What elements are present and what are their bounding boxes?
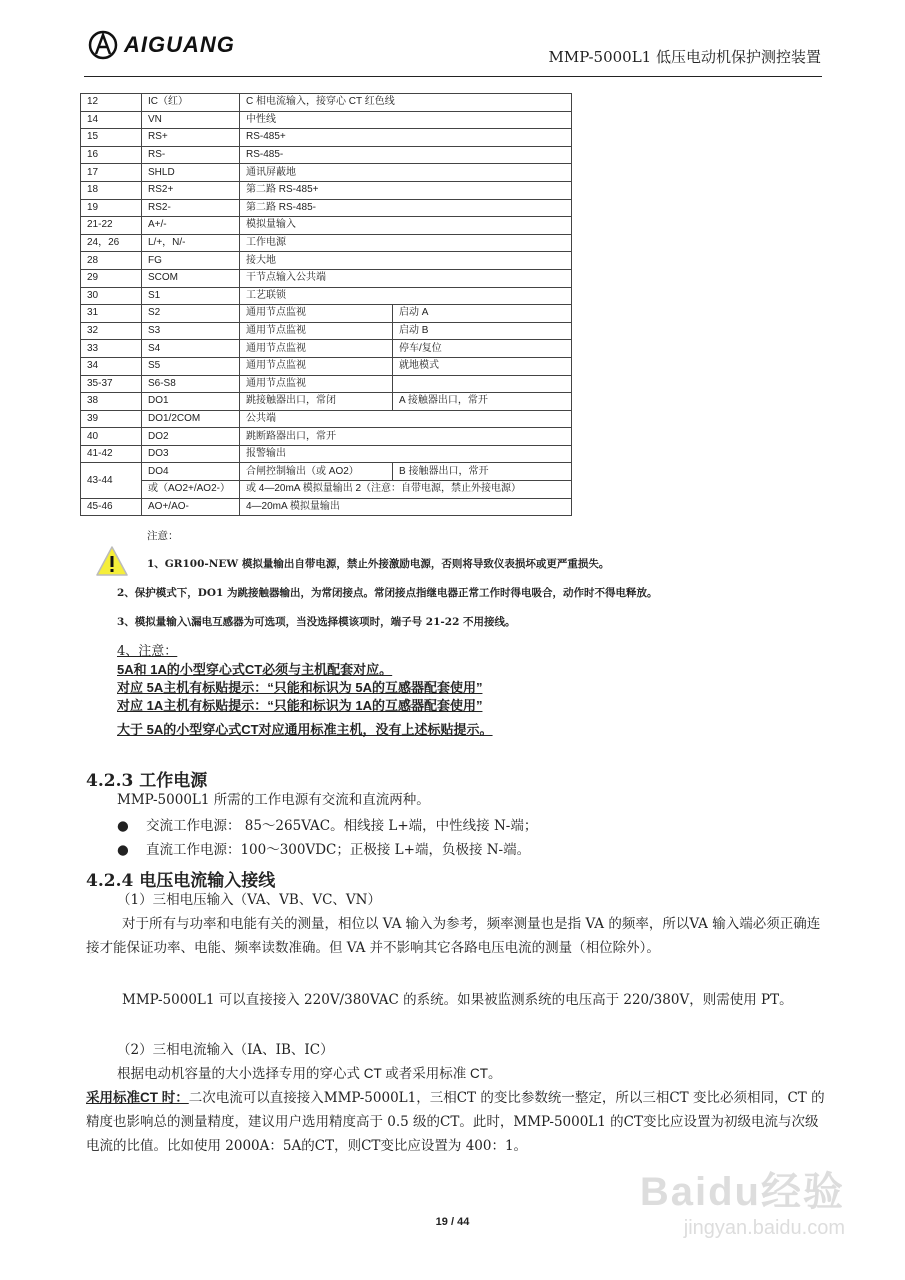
bullet-ac-text: 交流工作电源： 85～265VAC。相线接 L+端，中性线接 N-端； xyxy=(145,818,538,834)
terminal-note: 启动 B xyxy=(393,322,572,340)
terminal-note: A 接触器出口，常开 xyxy=(393,393,572,411)
terminal-function: 或 4—20mA 模拟量输出 2（注意：自带电源，禁止外接电源） xyxy=(240,481,572,499)
table-row xyxy=(81,234,572,252)
bullet-icon: ● xyxy=(117,842,129,858)
terminal-label: DO1/2COM xyxy=(142,410,240,428)
table-row xyxy=(81,357,572,375)
watermark-url: jingyan.baidu.com xyxy=(683,1217,845,1239)
table-row xyxy=(81,94,572,112)
terminal-function: 通用节点监视 xyxy=(240,340,393,358)
terminal-note xyxy=(393,375,572,393)
section-heading-4-2-4: 4.2.4 电压电流输入接线 xyxy=(86,871,276,891)
terminal-number: 17 xyxy=(81,164,142,182)
bullet-icon: ● xyxy=(117,818,129,834)
table-row xyxy=(81,181,572,199)
terminal-function: 跳断路器出口，常开 xyxy=(240,428,572,446)
page-number: 19 / 44 xyxy=(435,1216,470,1228)
voltage-subheading: （1）三相电压输入（VA、VB、VC、VN） xyxy=(117,892,381,908)
terminal-number: 19 xyxy=(81,199,142,217)
terminal-label: DO3 xyxy=(142,445,240,463)
terminal-number: 38 xyxy=(81,393,142,411)
terminal-number: 29 xyxy=(81,269,142,287)
terminal-label: A+/- xyxy=(142,217,240,235)
terminal-note: 停车/复位 xyxy=(393,340,572,358)
terminal-function: 报警输出 xyxy=(240,445,572,463)
terminal-function: 工作电源 xyxy=(240,234,572,252)
terminal-table xyxy=(80,93,572,516)
document-title: MMP-5000L1 低压电动机保护测控装置 xyxy=(548,48,821,66)
terminal-function: RS-485- xyxy=(240,146,572,164)
terminal-number: 32 xyxy=(81,322,142,340)
terminal-function: 模拟量输入 xyxy=(240,217,572,235)
terminal-number: 45-46 xyxy=(81,498,142,516)
table-row xyxy=(81,305,572,323)
terminal-function: RS-485+ xyxy=(240,129,572,147)
terminal-number: 31 xyxy=(81,305,142,323)
standard-ct-paragraph xyxy=(86,1086,826,1158)
logo-emblem-icon xyxy=(88,30,118,60)
terminal-label: S1 xyxy=(142,287,240,305)
header-divider xyxy=(84,76,822,77)
terminal-label: IC（红） xyxy=(142,94,240,112)
terminal-function: 通用节点监视 xyxy=(240,322,393,340)
terminal-label: DO4 xyxy=(142,463,240,481)
terminal-label: SHLD xyxy=(142,164,240,182)
current-subheading: （2）三相电流输入（IA、IB、IC） xyxy=(117,1042,334,1058)
terminal-number: 14 xyxy=(81,111,142,129)
terminal-function: 通讯屏蔽地 xyxy=(240,164,572,182)
terminal-function: 通用节点监视 xyxy=(240,375,393,393)
terminal-note: 就地模式 xyxy=(393,357,572,375)
terminal-label: L/+，N/- xyxy=(142,234,240,252)
terminal-number: 43-44 xyxy=(81,463,142,498)
terminal-function: 中性线 xyxy=(240,111,572,129)
terminal-number: 28 xyxy=(81,252,142,270)
table-row xyxy=(81,393,572,411)
terminal-label: S3 xyxy=(142,322,240,340)
table-row xyxy=(81,375,572,393)
note-4 xyxy=(117,643,493,739)
terminal-number: 18 xyxy=(81,181,142,199)
watermark-brand: Baidu经验 xyxy=(639,1170,845,1214)
terminal-number: 34 xyxy=(81,357,142,375)
terminal-number: 35-37 xyxy=(81,375,142,393)
section-heading-4-2-3: 4.2.3 工作电源 xyxy=(86,771,208,791)
table-row xyxy=(81,269,572,287)
terminal-function: 接大地 xyxy=(240,252,572,270)
terminal-number: 16 xyxy=(81,146,142,164)
note-4-line: 大于 5A的小型穿心式CT对应通用标准主机，没有上述标贴提示。 xyxy=(117,722,493,737)
bullet-ac xyxy=(117,814,537,838)
bullet-dc-text: 直流工作电源：100～300VDC；正极接 L+端，负极接 N-端。 xyxy=(145,842,531,858)
table-row xyxy=(81,463,572,481)
terminal-number: 33 xyxy=(81,340,142,358)
terminal-label: S4 xyxy=(142,340,240,358)
terminal-number: 30 xyxy=(81,287,142,305)
table-row xyxy=(81,322,572,340)
terminal-function: 干节点输入公共端 xyxy=(240,269,572,287)
terminal-number: 41-42 xyxy=(81,445,142,463)
note-1: 1、GR100-NEW 模拟量输出自带电源，禁止外接激励电源，否则将导致仪表损坏或更严重损失。 xyxy=(147,558,610,570)
terminal-number: 21-22 xyxy=(81,217,142,235)
terminal-label: RS2+ xyxy=(142,181,240,199)
terminal-label: DO2 xyxy=(142,428,240,446)
terminal-function: 第二路 RS-485- xyxy=(240,199,572,217)
terminal-number: 12 xyxy=(81,94,142,112)
table-row xyxy=(81,129,572,147)
terminal-function: 工艺联锁 xyxy=(240,287,572,305)
terminal-note: 启动 A xyxy=(393,305,572,323)
note-2: 2、保护模式下，DO1 为跳接触器输出，为常闭接点。常闭接点指继电器正常工作时得电吸合，动作时不得电释放。 xyxy=(117,587,658,599)
note-4-heading: 4、注意： xyxy=(117,644,178,659)
terminal-label: RS- xyxy=(142,146,240,164)
terminal-label: DO1 xyxy=(142,393,240,411)
warning-icon xyxy=(95,545,129,577)
terminal-function: C 相电流输入，接穿心 CT 红色线 xyxy=(240,94,572,112)
terminal-function: 4—20mA 模拟量输出 xyxy=(240,498,572,516)
table-row xyxy=(81,445,572,463)
terminal-label: S5 xyxy=(142,357,240,375)
power-intro: MMP-5000L1 所需的工作电源有交流和直流两种。 xyxy=(117,792,430,808)
company-logo xyxy=(88,30,235,60)
table-row xyxy=(81,146,572,164)
terminal-function: 合闸控制输出（或 AO2） xyxy=(240,463,393,481)
table-row xyxy=(81,164,572,182)
table-row xyxy=(81,410,572,428)
terminal-function: 跳接触器出口，常闭 xyxy=(240,393,393,411)
table-row xyxy=(81,252,572,270)
terminal-function: 通用节点监视 xyxy=(240,305,393,323)
terminal-label: RS2- xyxy=(142,199,240,217)
terminal-number: 39 xyxy=(81,410,142,428)
terminal-label: S2 xyxy=(142,305,240,323)
standard-ct-label: 采用标准CT 时： xyxy=(86,1090,189,1105)
voltage-pt-paragraph: MMP-5000L1 可以直接接入 220V/380VAC 的系统。如果被监测系统的电压高于 220/380V，则需使用 PT。 xyxy=(122,992,793,1008)
terminal-label: RS+ xyxy=(142,129,240,147)
terminal-label: 或（AO2+/AO2-） xyxy=(142,481,240,499)
table-row xyxy=(81,428,572,446)
table-row xyxy=(81,111,572,129)
terminal-number: 24，26 xyxy=(81,234,142,252)
table-row xyxy=(81,498,572,516)
notes-heading: 注意： xyxy=(147,530,179,542)
current-intro: 根据电动机容量的大小选择专用的穿心式 CT 或者采用标准 CT。 xyxy=(117,1066,502,1081)
logo-text: AIGUANG xyxy=(124,32,235,57)
terminal-label: SCOM xyxy=(142,269,240,287)
table-row xyxy=(81,340,572,358)
terminal-note: B 接触器出口，常开 xyxy=(393,463,572,481)
note-4-line: 对应 1A主机有标贴提示：“只能和标识为 1A的互感器配套使用” xyxy=(117,698,483,713)
table-row xyxy=(81,217,572,235)
terminal-label: VN xyxy=(142,111,240,129)
terminal-function: 公共端 xyxy=(240,410,572,428)
voltage-paragraph: 对于所有与功率和电能有关的测量，相位以 VA 输入为参考，频率测量也是指 VA 的频率，所以VA 输入端必须正确连接才能保证功率、电能、频率读数准确。但 VA 并不影响其它各路电压电流的测量（相位除外）。 xyxy=(86,916,821,956)
table-row xyxy=(81,287,572,305)
watermark xyxy=(640,1160,845,1240)
terminal-label: FG xyxy=(142,252,240,270)
note-4-line: 对应 5A主机有标贴提示：“只能和标识为 5A的互感器配套使用” xyxy=(117,680,483,695)
terminal-number: 15 xyxy=(81,129,142,147)
terminal-number: 40 xyxy=(81,428,142,446)
terminal-function: 第二路 RS-485+ xyxy=(240,181,572,199)
note-3: 3、模拟量输入\漏电互感器为可选项，当没选择模该项时，端子号 21-22 不用接线。 xyxy=(117,616,516,628)
standard-ct-text: 二次电流可以直接接入MMP-5000L1，三相CT 的变比参数统一整定，所以三相CT 变比必须相同，CT 的精度也影响总的测量精度，建议用户选用精度高于 0.5 级的CT。此时，MMP-5000L1 的CT变比应设置为初级电流与次级电流的比值。比如使用 2000A：5A的CT，则CT变比应设置为 400：1。 xyxy=(86,1090,825,1154)
bullet-dc xyxy=(117,838,530,862)
note-4-line: 5A和 1A的小型穿心式CT必须与主机配套对应。 xyxy=(117,662,393,677)
terminal-function: 通用节点监视 xyxy=(240,357,393,375)
table-row xyxy=(81,199,572,217)
terminal-label: AO+/AO- xyxy=(142,498,240,516)
terminal-label: S6-S8 xyxy=(142,375,240,393)
table-row xyxy=(81,481,572,499)
